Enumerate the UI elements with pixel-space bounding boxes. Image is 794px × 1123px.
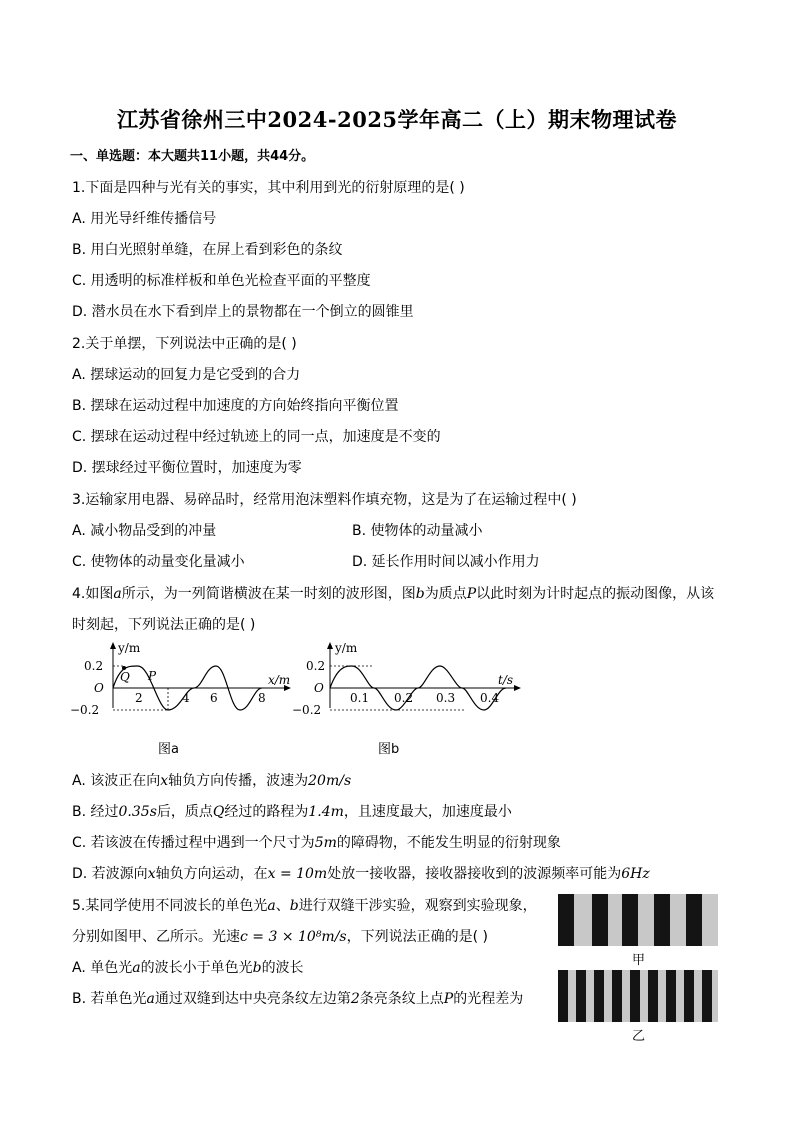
graph-b-ypos: 0.2: [306, 659, 326, 673]
q3-option-b: B. 使物体的动量减小: [352, 523, 483, 539]
fringe-yi-dark-band: [558, 970, 568, 1022]
graph-b-origin: O: [314, 681, 324, 695]
q4-option-b: B. 经过0.35s后，质点Q经过的路程为1.4m，且速度最大，加速度最小: [72, 804, 512, 820]
question-4-stem-line2: 时刻起，下列说法正确的是( ): [72, 617, 256, 633]
fringe-yi-dark-band: [594, 970, 604, 1022]
q2-option-c: C. 摆球在运动过程中经过轨迹上的同一点，加速度是不变的: [72, 429, 441, 445]
question-2-stem: 2.关于单摆，下列说法中正确的是( ): [72, 336, 297, 352]
question-5-stem-line1: 5.某同学使用不同波长的单色光a、b进行双缝干涉实验，观察到实验现象，: [72, 898, 537, 914]
graph-b-tick-0.3: 0.3: [436, 691, 456, 705]
fringe-yi-dark-band: [630, 970, 640, 1022]
graph-a-ylabel: y/m: [118, 641, 141, 655]
graph-b-tick-0.2: 0.2: [394, 691, 414, 705]
fringe-yi-dark-band: [612, 970, 622, 1022]
fringe-jia-dark-band: [686, 894, 702, 946]
q1-option-a: A. 用光导纤维传播信号: [72, 211, 217, 227]
q3-option-d: D. 延长作用时间以减小作用力: [352, 554, 540, 570]
graph-b-yneg: −0.2: [292, 703, 322, 717]
fringe-yi-dark-band: [684, 970, 694, 1022]
q1-option-d: D. 潜水员在水下看到岸上的景物都在一个倒立的圆锥里: [72, 304, 414, 320]
graph-b-ylabel: y/m: [335, 641, 358, 655]
graph-a-yneg: −0.2: [70, 703, 100, 717]
graph-a-xlabel: x/m: [268, 673, 291, 687]
q4-option-a: A. 该波正在向x轴负方向传播，波速为20m/s: [72, 773, 352, 789]
q3-option-c: C. 使物体的动量变化量减小: [72, 554, 245, 570]
fringe-jia-dark-band: [654, 894, 670, 946]
vibration-graph-b: [292, 640, 530, 720]
wave-graph-a: [70, 640, 300, 720]
figure-a-caption: 图a: [158, 742, 179, 757]
question-3-stem: 3.运输家用电器、易碎品时，经常用泡沫塑料作填充物，这是为了在运输过程中( ): [72, 492, 577, 508]
q1-option-c: C. 用透明的标准样板和单色光检查平面的平整度: [72, 273, 371, 289]
fringe-jia-dark-band: [558, 894, 574, 946]
fringe-jia-dark-band: [592, 894, 608, 946]
graph-b-tick-0.4: 0.4: [480, 691, 500, 705]
page-title: 江苏省徐州三中2024-2025学年高二（上）期末物理试卷: [116, 107, 678, 132]
fringe-yi-label: 乙: [632, 1029, 646, 1044]
graph-a-point-q: Q: [120, 670, 130, 684]
graph-b-tick-0.1: 0.1: [350, 691, 370, 705]
fringe-pattern-jia: [558, 894, 718, 946]
graph-a-tick-8: 8: [258, 691, 266, 705]
figure-b-caption: 图b: [378, 742, 400, 757]
question-4-stem-line1: 4.如图a所示，为一列简谐横波在某一时刻的波形图，图b为质点P以此时刻为计时起点的振动图像，从该: [72, 586, 715, 602]
q5-option-b: B. 若单色光a通过双缝到达中央亮条纹左边第2条亮条纹上点P的光程差为: [72, 991, 524, 1007]
fringe-jia-dark-band: [622, 894, 638, 946]
q2-option-d: D. 摆球经过平衡位置时，加速度为零: [72, 460, 302, 476]
q4-option-c: C. 若该波在传播过程中遇到一个尺寸为5m的障碍物，不能发生明显的衍射现象: [72, 835, 561, 851]
graph-a-tick-4: 4: [182, 691, 190, 705]
graph-a-tick-6: 6: [210, 691, 218, 705]
fringe-yi-dark-band: [648, 970, 658, 1022]
fringe-yi-dark-band: [702, 970, 712, 1022]
graph-a-tick-2: 2: [135, 691, 143, 705]
q1-option-b: B. 用白光照射单缝，在屏上看到彩色的条纹: [72, 242, 343, 258]
q2-option-a: A. 摆球运动的回复力是它受到的合力: [72, 367, 301, 383]
q2-option-b: B. 摆球在运动过程中加速度的方向始终指向平衡位置: [72, 398, 399, 414]
graph-a-origin: O: [94, 681, 104, 695]
graph-a-ypos: 0.2: [84, 659, 104, 673]
q3-option-a: A. 减小物品受到的冲量: [72, 523, 217, 539]
graph-b-xlabel: t/s: [498, 673, 514, 687]
fringe-pattern-yi: [558, 970, 718, 1022]
q4-option-d: D. 若波源向x轴负方向运动，在x = 10m处放一接收器，接收器接收到的波源频率可能为6Hz: [72, 866, 650, 882]
fringe-yi-dark-band: [576, 970, 586, 1022]
fringe-jia-label: 甲: [632, 953, 646, 968]
question-5-stem-line2: 分别如图甲、乙所示。光速c = 3 × 10⁸m/s，下列说法正确的是( ): [72, 929, 488, 945]
question-1-stem: 1.下面是四种与光有关的事实，其中利用到光的衍射原理的是( ): [72, 180, 465, 196]
graph-a-point-p: P: [148, 669, 157, 683]
q5-option-a: A. 单色光a的波长小于单色光b的波长: [72, 960, 304, 976]
fringe-yi-dark-band: [666, 970, 676, 1022]
section-heading: 一、单选题：本大题共11小题，共44分。: [70, 149, 315, 164]
